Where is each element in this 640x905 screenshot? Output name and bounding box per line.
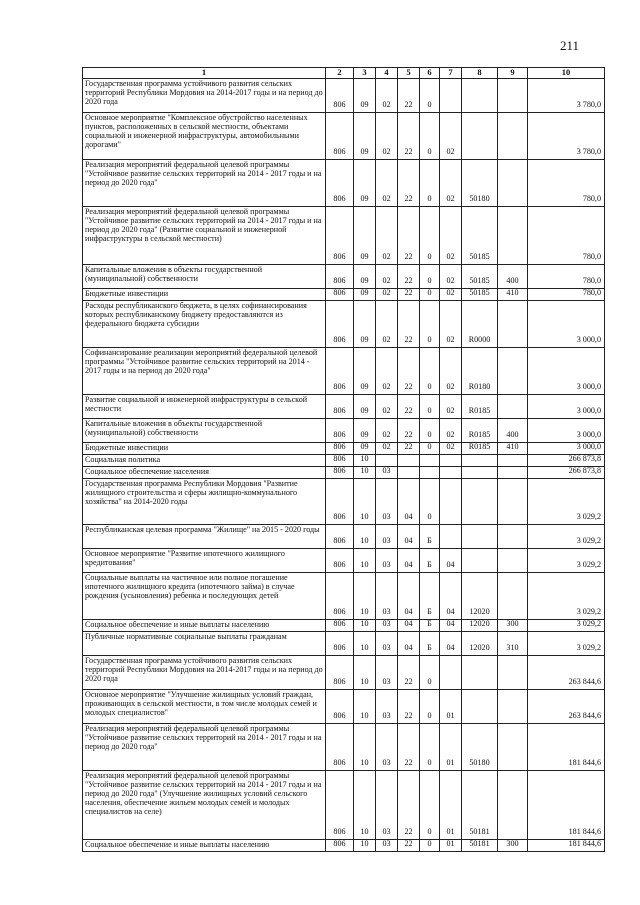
code-cell [440,479,462,525]
code-cell: 410 [498,289,528,301]
code-cell [498,207,528,265]
code-cell: 310 [498,632,528,656]
code-cell: 04 [398,632,420,656]
code-cell: 04 [398,620,420,632]
code-cell: 03 [376,632,398,656]
code-cell: 300 [498,620,528,632]
code-cell [498,549,528,573]
code-cell: 806 [326,620,354,632]
code-cell: 0 [420,724,440,771]
code-cell: 806 [326,690,354,724]
code-cell: 04 [398,573,420,620]
code-cell [462,467,498,479]
item-name-cell: Расходы республиканского бюджета, в целях софинансирования которых республиканскому бюджету предоставляются из федерального бюджета субсидии [83,301,326,348]
code-cell: 22 [398,395,420,419]
item-name-cell: Капитальные вложения в объекты государственной (муниципальной) собственности [83,419,326,443]
amount-cell: 3 000,0 [528,419,605,443]
table-header-row [83,68,605,79]
table-row [83,690,605,724]
code-cell: 09 [354,265,376,289]
amount-cell: 3 000,0 [528,348,605,395]
code-cell: 02 [376,265,398,289]
table-row [83,419,605,443]
table-row [83,656,605,690]
code-cell: 01 [440,771,462,840]
code-cell: 09 [354,348,376,395]
code-cell [398,455,420,467]
code-cell: 22 [398,840,420,852]
code-cell [462,525,498,549]
amount-cell: 3 000,0 [528,443,605,455]
code-cell: 400 [498,419,528,443]
item-name-cell: Реализация мероприятий федеральной целевой программы "Устойчивое развитие сельских территорий на 2014 - 2017 годы и на период до 2020 года" [83,724,326,771]
code-cell: 03 [376,525,398,549]
table-row [83,479,605,525]
code-cell: 806 [326,656,354,690]
code-cell: 806 [326,573,354,620]
code-cell: 03 [376,724,398,771]
amount-cell: 266 873,8 [528,467,605,479]
code-cell [498,301,528,348]
item-name-cell: Развитие социальной и инженерной инфраструктуры в сельской местности [83,395,326,419]
code-cell: 806 [326,771,354,840]
code-cell: R0185 [462,443,498,455]
code-cell: 02 [376,207,398,265]
code-cell: 04 [398,525,420,549]
code-cell: 0 [420,207,440,265]
code-cell [462,113,498,160]
column-header: 4 [376,68,398,79]
amount-cell: 266 873,8 [528,455,605,467]
amount-cell: 181 844,6 [528,771,605,840]
code-cell: 806 [326,79,354,113]
code-cell: 04 [398,549,420,573]
code-cell: 02 [376,160,398,207]
amount-cell: 3 029,2 [528,525,605,549]
code-cell [498,395,528,419]
code-cell: 50181 [462,840,498,852]
code-cell [462,455,498,467]
code-cell: 806 [326,724,354,771]
code-cell [498,79,528,113]
table-row [83,467,605,479]
item-name-cell: Социальные выплаты на частичное или полное погашение ипотечного жилищного кредита (ипотечного займа) в случае рождения (усыновления) ребенка и последующих детей [83,573,326,620]
code-cell [440,525,462,549]
code-cell: 10 [354,724,376,771]
code-cell: 0 [420,656,440,690]
code-cell: 02 [376,289,398,301]
code-cell: 0 [420,479,440,525]
code-cell: 0 [420,771,440,840]
code-cell: 806 [326,207,354,265]
code-cell: 806 [326,348,354,395]
code-cell: 03 [376,771,398,840]
code-cell: 01 [440,840,462,852]
code-cell: 02 [440,419,462,443]
item-name-cell: Основное мероприятие "Развитие ипотечного жилищного кредитования" [83,549,326,573]
amount-cell: 3 000,0 [528,395,605,419]
code-cell: 806 [326,395,354,419]
table-row [83,724,605,771]
code-cell: R0180 [462,348,498,395]
code-cell: 10 [354,525,376,549]
item-name-cell: Реализация мероприятий федеральной целевой программы "Устойчивое развитие сельских территорий на 2014 - 2017 годы и на период до 2020 года" [83,160,326,207]
code-cell: 01 [440,690,462,724]
code-cell: 300 [498,840,528,852]
code-cell: 02 [376,419,398,443]
column-header: 2 [326,68,354,79]
code-cell: 806 [326,479,354,525]
code-cell [498,479,528,525]
column-header: 6 [420,68,440,79]
code-cell [440,455,462,467]
code-cell [498,525,528,549]
code-cell: 0 [420,443,440,455]
code-cell: 22 [398,348,420,395]
code-cell: 22 [398,771,420,840]
code-cell: 806 [326,265,354,289]
code-cell [440,79,462,113]
code-cell: 09 [354,395,376,419]
code-cell: 806 [326,419,354,443]
code-cell [498,348,528,395]
code-cell [498,771,528,840]
amount-cell: 3 029,2 [528,620,605,632]
table-row [83,632,605,656]
code-cell [420,455,440,467]
code-cell: 22 [398,289,420,301]
code-cell: 09 [354,160,376,207]
table-row [83,573,605,620]
code-cell [462,549,498,573]
table-row [83,443,605,455]
code-cell: 04 [398,479,420,525]
code-cell: R0185 [462,419,498,443]
code-cell: 04 [440,549,462,573]
code-cell: 10 [354,620,376,632]
table-row [83,620,605,632]
code-cell: 02 [376,113,398,160]
code-cell [498,455,528,467]
code-cell: 02 [376,79,398,113]
code-cell: 10 [354,455,376,467]
code-cell: 10 [354,549,376,573]
code-cell: 03 [376,467,398,479]
table-row [83,265,605,289]
code-cell: Б [420,549,440,573]
code-cell: 22 [398,301,420,348]
table-row [83,455,605,467]
item-name-cell: Основное мероприятие "Улучшение жилищных условий граждан, проживающих в сельской местности, в том числе молодых семей и молодых специалистов" [83,690,326,724]
code-cell: 02 [440,207,462,265]
code-cell: 09 [354,79,376,113]
code-cell: R0000 [462,301,498,348]
code-cell: 22 [398,207,420,265]
table-row [83,79,605,113]
code-cell: 22 [398,443,420,455]
code-cell: 22 [398,113,420,160]
code-cell: 09 [354,289,376,301]
code-cell: 0 [420,79,440,113]
code-cell [498,160,528,207]
item-name-cell: Реализация мероприятий федеральной целевой программы "Устойчивое развитие сельских территорий на 2014 - 2017 годы и на период до 2020 года" (Развитие социальной и инженерной инфраструктуры в сельской местности) [83,207,326,265]
page-number: 211 [560,38,580,53]
code-cell [498,690,528,724]
code-cell: 02 [440,265,462,289]
table-row [83,160,605,207]
code-cell: 50185 [462,265,498,289]
code-cell: 02 [440,395,462,419]
table-row [83,771,605,840]
amount-cell: 181 844,6 [528,724,605,771]
code-cell: 02 [440,289,462,301]
code-cell: 806 [326,525,354,549]
code-cell: 04 [440,632,462,656]
code-cell [498,467,528,479]
code-cell: 04 [440,573,462,620]
column-header: 1 [83,68,326,79]
code-cell [462,79,498,113]
item-name-cell: Капитальные вложения в объекты государственной (муниципальной) собственности [83,265,326,289]
code-cell: 10 [354,840,376,852]
code-cell: 10 [354,690,376,724]
code-cell: 0 [420,348,440,395]
code-cell: 09 [354,443,376,455]
table-row [83,525,605,549]
code-cell: 0 [420,289,440,301]
code-cell: 03 [376,620,398,632]
code-cell: 806 [326,840,354,852]
code-cell: 12020 [462,632,498,656]
column-header: 10 [528,68,605,79]
column-header: 3 [354,68,376,79]
code-cell: 0 [420,840,440,852]
table-row [83,289,605,301]
code-cell: R0185 [462,395,498,419]
amount-cell: 3 029,2 [528,549,605,573]
item-name-cell: Государственная программа устойчивого развития сельских территорий Республики Мордовия на 2014-2017 годы и на период до 2020 года [83,79,326,113]
code-cell: 22 [398,724,420,771]
code-cell: 806 [326,289,354,301]
code-cell: 03 [376,656,398,690]
table-body [83,79,605,852]
code-cell: 400 [498,265,528,289]
code-cell: 09 [354,207,376,265]
code-cell: 02 [440,113,462,160]
code-cell: 02 [376,301,398,348]
code-cell [440,656,462,690]
code-cell: 09 [354,113,376,160]
code-cell: 0 [420,690,440,724]
item-name-cell: Софинансирование реализации мероприятий федеральной целевой программы "Устойчивое развитие сельских территорий на 2014 - 2017 годы и на период до 2020 года" [83,348,326,395]
amount-cell: 3 000,0 [528,301,605,348]
amount-cell: 780,0 [528,289,605,301]
code-cell: 02 [376,443,398,455]
item-name-cell: Социальное обеспечение и иные выплаты населению [83,620,326,632]
code-cell [498,573,528,620]
code-cell [376,455,398,467]
code-cell: 03 [376,549,398,573]
code-cell: 02 [376,348,398,395]
code-cell: 02 [440,348,462,395]
code-cell: 806 [326,113,354,160]
item-name-cell: Публичные нормативные социальные выплаты гражданам [83,632,326,656]
item-name-cell: Социальное обеспечение и иные выплаты населению [83,840,326,852]
code-cell [462,479,498,525]
amount-cell: 3 029,2 [528,479,605,525]
code-cell: 03 [376,573,398,620]
amount-cell: 181 844,6 [528,840,605,852]
code-cell: 22 [398,419,420,443]
table-row [83,207,605,265]
code-cell: 0 [420,301,440,348]
code-cell: Б [420,573,440,620]
item-name-cell: Социальное обеспечение населения [83,467,326,479]
code-cell: 50180 [462,724,498,771]
code-cell: 0 [420,419,440,443]
amount-cell: 780,0 [528,265,605,289]
column-header: 8 [462,68,498,79]
code-cell: 10 [354,771,376,840]
table-row [83,301,605,348]
amount-cell: 3 029,2 [528,632,605,656]
table-row [83,840,605,852]
code-cell: 806 [326,549,354,573]
code-cell: 22 [398,656,420,690]
item-name-cell: Государственная программа Республики Мордовия "Развитие жилищного строительства и сферы жилищно-коммунального хозяйства" на 2014-2020 годы [83,479,326,525]
code-cell: 02 [440,301,462,348]
code-cell: 02 [376,395,398,419]
amount-cell: 3 780,0 [528,113,605,160]
code-cell: 410 [498,443,528,455]
column-header: 9 [498,68,528,79]
code-cell: 50185 [462,289,498,301]
code-cell: 806 [326,632,354,656]
code-cell: 01 [440,724,462,771]
item-name-cell: Государственная программа устойчивого развития сельских территорий Республики Мордовия на 2014-2017 годы и на период до 2020 года [83,656,326,690]
code-cell: 22 [398,690,420,724]
item-name-cell: Бюджетные инвестиции [83,289,326,301]
table-row [83,549,605,573]
code-cell: 806 [326,160,354,207]
item-name-cell: Социальная политика [83,455,326,467]
code-cell: 03 [376,690,398,724]
amount-cell: 3 780,0 [528,79,605,113]
amount-cell: 263 844,6 [528,690,605,724]
amount-cell: 3 029,2 [528,573,605,620]
code-cell: 10 [354,632,376,656]
code-cell [498,113,528,160]
item-name-cell: Республиканская целевая программа "Жилище" на 2015 - 2020 годы [83,525,326,549]
code-cell: 12020 [462,573,498,620]
code-cell: 10 [354,479,376,525]
code-cell: Б [420,620,440,632]
code-cell [440,467,462,479]
code-cell: 03 [376,840,398,852]
code-cell [498,724,528,771]
item-name-cell: Бюджетные инвестиции [83,443,326,455]
code-cell: 0 [420,395,440,419]
column-header: 5 [398,68,420,79]
code-cell: 12020 [462,620,498,632]
code-cell: 02 [440,443,462,455]
code-cell: 50185 [462,207,498,265]
code-cell: 0 [420,160,440,207]
code-cell: 10 [354,467,376,479]
table-row [83,113,605,160]
amount-cell: 263 844,6 [528,656,605,690]
code-cell: 806 [326,301,354,348]
code-cell: 09 [354,301,376,348]
code-cell: 806 [326,455,354,467]
code-cell: Б [420,525,440,549]
code-cell: 0 [420,265,440,289]
code-cell: 02 [440,160,462,207]
amount-cell: 780,0 [528,207,605,265]
code-cell: 22 [398,160,420,207]
code-cell: 22 [398,265,420,289]
code-cell: 10 [354,573,376,620]
code-cell [398,467,420,479]
item-name-cell: Основное мероприятие "Комплексное обустройство населенных пунктов, расположенных в сельской местности, объектами социальной и инженерной инфраструктуры, автомобильными дорогами" [83,113,326,160]
code-cell: 09 [354,419,376,443]
code-cell: 03 [376,479,398,525]
table-row [83,348,605,395]
code-cell [462,690,498,724]
code-cell [420,467,440,479]
code-cell: 50181 [462,771,498,840]
code-cell: 0 [420,113,440,160]
code-cell: 50180 [462,160,498,207]
code-cell [462,656,498,690]
code-cell: 806 [326,443,354,455]
code-cell: 10 [354,656,376,690]
code-cell: 04 [440,620,462,632]
column-header: 7 [440,68,462,79]
budget-table [82,67,605,852]
table-row [83,395,605,419]
code-cell: 22 [398,79,420,113]
code-cell [498,656,528,690]
amount-cell: 780,0 [528,160,605,207]
code-cell: Б [420,632,440,656]
code-cell: 806 [326,467,354,479]
item-name-cell: Реализация мероприятий федеральной целевой программы "Устойчивое развитие сельских территорий на 2014 - 2017 годы и на период до 2020 года" (Улучшение жилищных условий сельского населения, обеспечение жильем молодых семей и молодых специалистов на селе) [83,771,326,840]
